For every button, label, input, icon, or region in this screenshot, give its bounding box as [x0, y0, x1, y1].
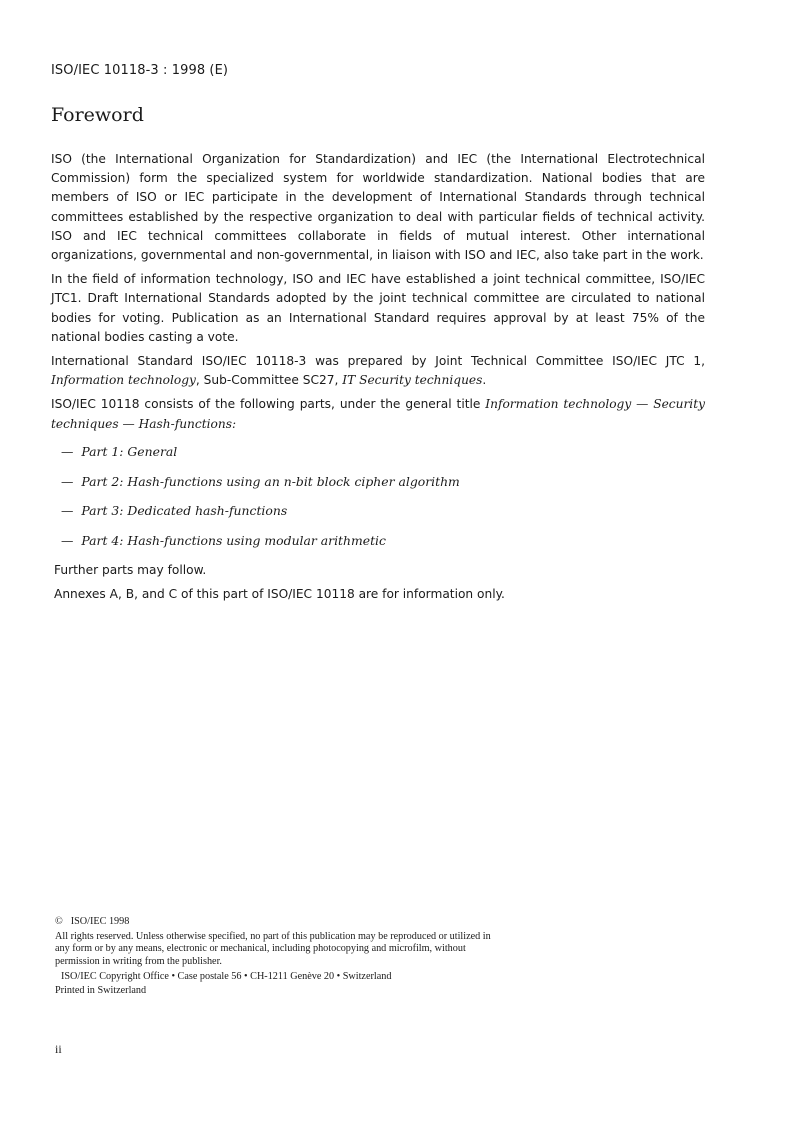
- parts-list: [51, 442, 705, 550]
- list-dash: —: [61, 503, 74, 519]
- page-number: ii: [55, 1042, 62, 1056]
- section-title: Foreword: [51, 104, 144, 126]
- list-item: [61, 501, 705, 520]
- paragraph-further-parts: Further parts may follow.: [54, 562, 207, 577]
- list-item: [61, 442, 705, 461]
- subcommittee-title: IT Security techniques: [342, 373, 483, 388]
- paragraph-organizations: ISO (the International Organization for Standardization) and IEC (the International Electrotechnical Commission) form the specialized system for worldwide standardization. National bodies that are members of ISO or IEC participate in the development of International Standards through technical committees established by the respective organization to deal with particular fields of technical activity. ISO and IEC technical committees collaborate in fields of mutual interest. Other international organizations, governmental and non-governmental, in liaison with ISO and IEC, also take part in the work.: [51, 152, 705, 263]
- paragraph-prepared-by: [51, 352, 705, 390]
- prepared-by-text: International Standard ISO/IEC 10118-3 was prepared by Joint Technical Committee ISO/IEC JTC 1,: [51, 354, 705, 369]
- subcommittee-text: , Sub-Committee SC27,: [195, 373, 343, 388]
- copyright-notice: [55, 916, 505, 998]
- part-label: Part 3: Dedicated hash-functions: [81, 503, 288, 519]
- foreword-body: [51, 150, 705, 609]
- copyright-office-address: ISO/IEC Copyright Office • Case postale 56 • CH-1211 Genève 20 • Switzerland: [61, 971, 392, 983]
- paragraph-jtc1: In the field of information technology, ISO and IEC have established a joint technical committee, ISO/IEC JTC1. Draft International Standards adopted by the joint technical committee are circulated to national bodies for voting. Publication as an International Standard requires approval by at least 75% of the national bodies casting a vote.: [51, 272, 705, 344]
- sentence-end: .: [482, 373, 487, 388]
- paragraph-parts-intro: [51, 395, 705, 433]
- part-label: Part 1: General: [81, 443, 178, 459]
- list-item: [61, 472, 705, 491]
- copyright-line: [55, 916, 505, 929]
- copyright-icon: ©: [55, 916, 63, 927]
- general-title: Information technology — Security techniques — Hash-functions:: [51, 397, 705, 431]
- committee-title: Information technology: [51, 373, 196, 388]
- list-dash: —: [61, 443, 74, 459]
- printed-in: Printed in Switzerland: [55, 984, 147, 996]
- part-label: Part 4: Hash-functions using modular arithmetic: [81, 532, 386, 548]
- document-identifier: ISO/IEC 10118-3 : 1998 (E): [51, 63, 229, 78]
- part-label: Part 2: Hash-functions using an n-bit block cipher algorithm: [81, 473, 460, 489]
- copyright-holder: ISO/IEC 1998: [70, 916, 130, 927]
- rights-statement: All rights reserved. Unless otherwise specified, no part of this publication may be reproduced or utilized in any form or by any means, electronic or mechanical, including photocopying and microfilm, without permission in writing from the publisher.: [55, 930, 491, 967]
- list-dash: —: [61, 473, 74, 489]
- parts-intro-text: ISO/IEC 10118 consists of the following parts, under the general title: [51, 397, 486, 412]
- paragraph-annexes: Annexes A, B, and C of this part of ISO/IEC 10118 are for information only.: [54, 586, 505, 601]
- list-dash: —: [61, 532, 74, 548]
- list-item: [61, 531, 705, 550]
